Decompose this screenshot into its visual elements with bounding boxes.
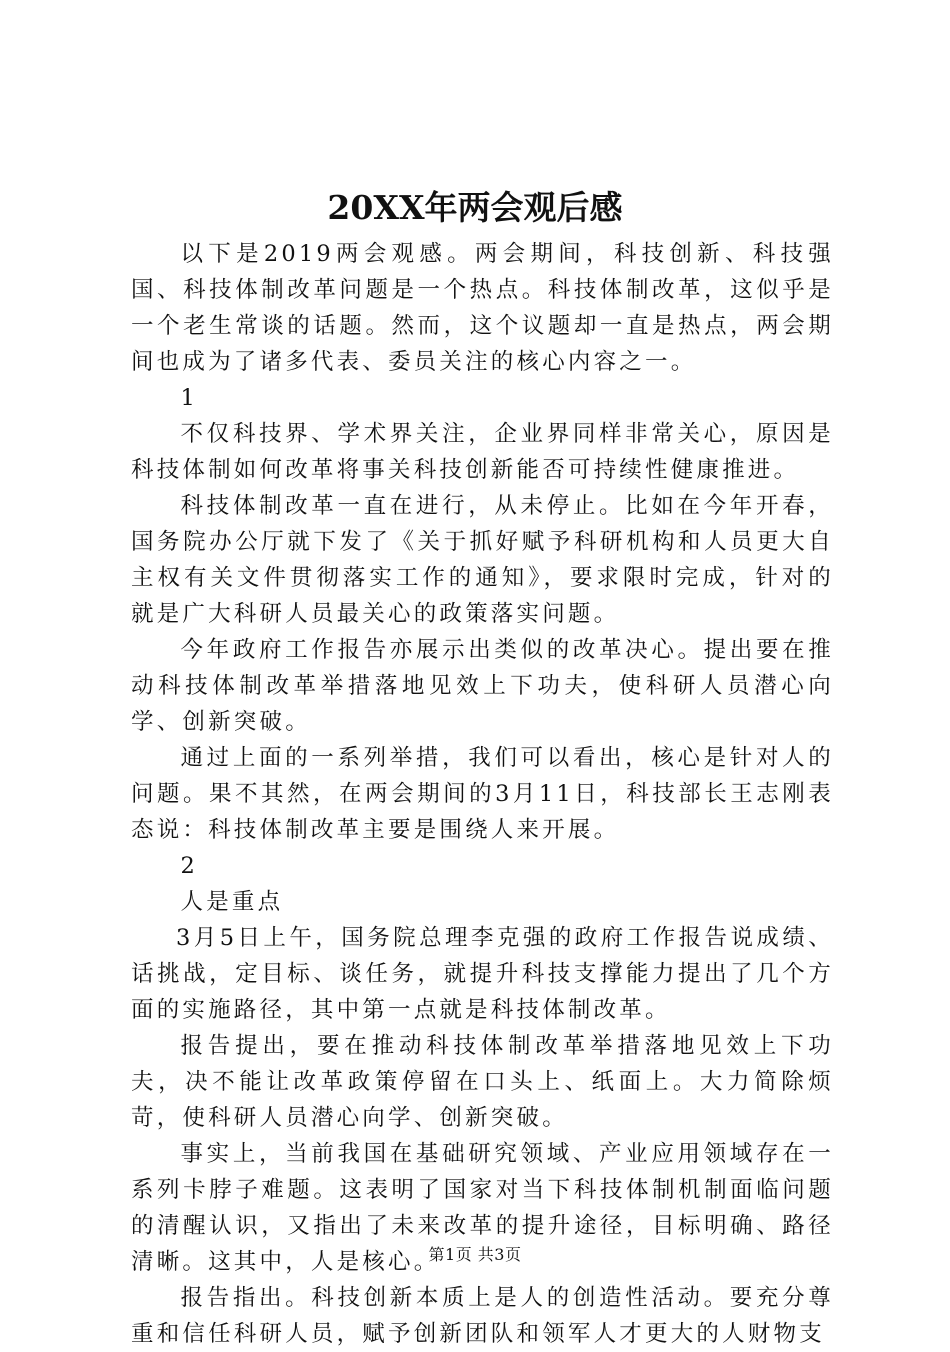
section-number: 2 — [180, 853, 199, 879]
paragraph: 报告提出，要在推动科技体制改革举措落地见效上下功夫，决不能让改革政策停留在口头上、纸面上。大力简除烦苛，使科研人员潜心向学、创新突破。 — [131, 1033, 834, 1131]
section-number: 1 — [180, 385, 199, 411]
paragraph: 通过上面的一系列举措，我们可以看出，核心是针对人的问题。果不其然，在两会期间的3月11日，科技部长王志刚表态说：科技体制改革主要是围绕人来开展。 — [131, 745, 834, 843]
paragraph: 科技体制改革一直在进行，从未停止。比如在今年开春，国务院办公厅就下发了《关于抓好赋予科研机构和人员更大自主权有关文件贯彻落实工作的通知》，要求限时完成，针对的就是广大科研人员最关心的政策落实问题。 — [131, 493, 834, 627]
paragraph: 不仅科技界、学术界关注，企业界同样非常关心，原因是科技体制如何改革将事关科技创新能否可持续性健康推进。 — [131, 421, 834, 483]
document-body — [131, 236, 834, 1352]
paragraph: 以下是2019两会观感。两会期间，科技创新、科技强国、科技体制改革问题是一个热点。科技体制改革，这似乎是一个老生常谈的话题。然而，这个议题却一直是热点，两会期间也成为了诸多代表、委员关注的核心内容之一。 — [131, 241, 834, 375]
page-footer: 第1页 共3页 — [428, 1245, 522, 1264]
paragraph: 报告指出。科技创新本质上是人的创造性活动。要充分尊重和信任科研人员，赋予创新团队和领军人才更大的人财物支 — [131, 1285, 834, 1347]
paragraph: 今年政府工作报告亦展示出类似的改革决心。提出要在推动科技体制改革举措落地见效上下功夫，使科研人员潜心向学、创新突破。 — [131, 637, 834, 735]
paragraph: 事实上，当前我国在基础研究领域、产业应用领域存在一系列卡脖子难题。这表明了国家对当下科技体制机制面临问题的清醒认识，又指出了未来改革的提升途径，目标明确、路径清晰。这其中，人是核心。 — [131, 1141, 834, 1275]
paragraph: 3月5日上午，国务院总理李克强的政府工作报告说成绩、话挑战，定目标、谈任务，就提升科技支撑能力提出了几个方面的实施路径，其中第一点就是科技体制改革。 — [131, 925, 834, 1023]
document-title: 20XX年两会观后感 — [327, 188, 623, 227]
section-heading: 人是重点 — [180, 889, 284, 915]
